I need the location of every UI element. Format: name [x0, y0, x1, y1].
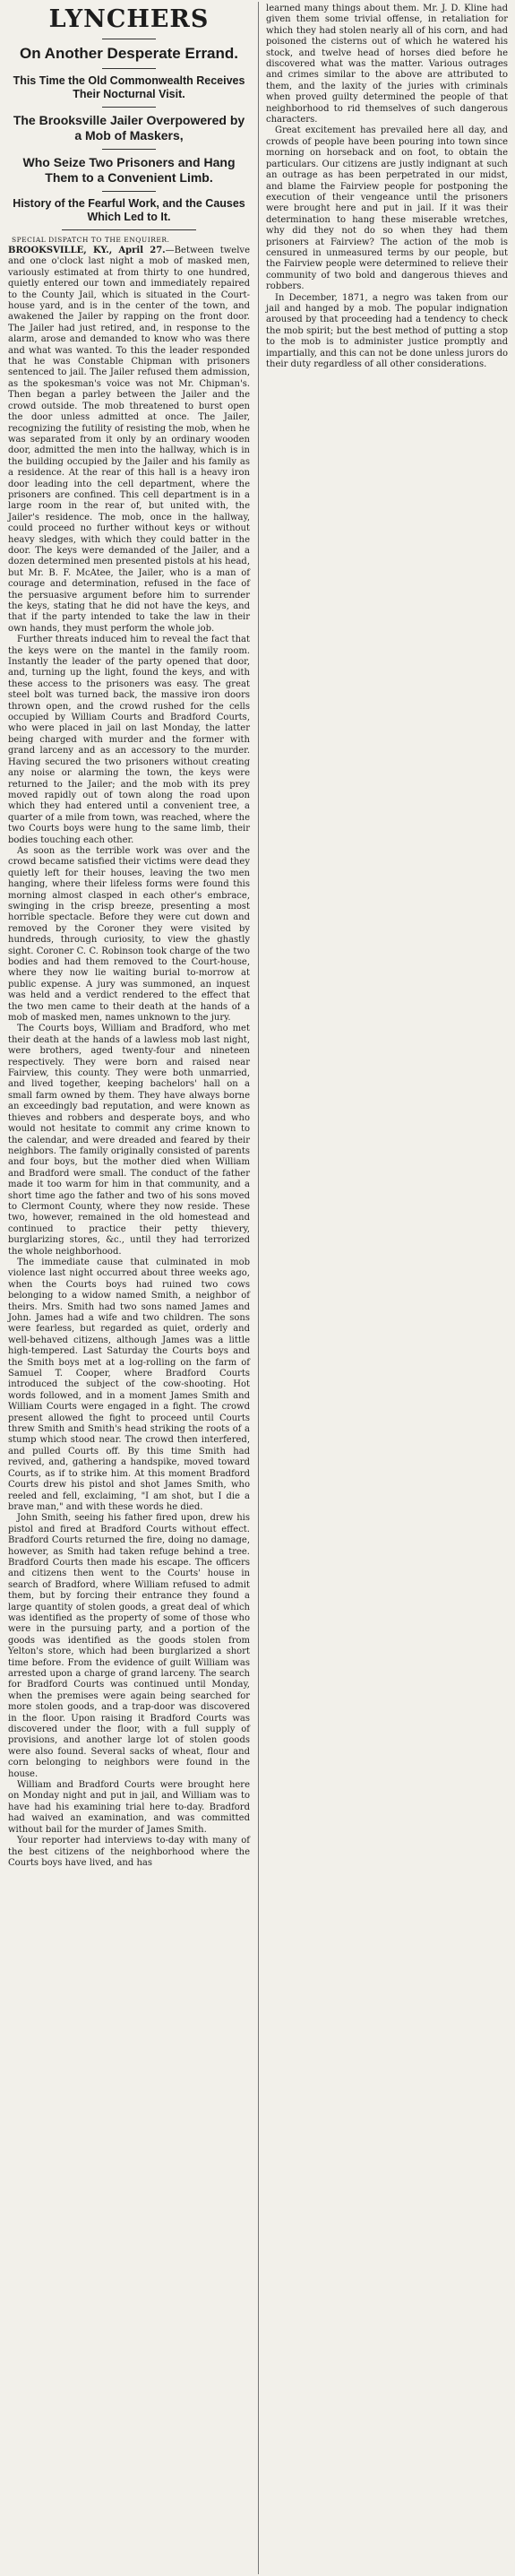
paragraph-text: —Between twelve and one o'clock last night a mob of masked men, variously estimated at from thirty to one hundred, quietly entered our town and immediately repaired to the County Jail, which is situated in the Court-house yard, and is in the center of the town, and awakened the Jailer by rapping on the front door. The Jailer had just retired, and, in response to the alarm, arose and demanded to know who was there and what was wanted. To this the leader responded that he was Constable Chipman with prisoners sentenced to jail. The Jailer refused them admission, as the spokesman's voice was not Mr. Chipman's. Then began a parley between the Jailer and the crowd outside. The mob threatened to burst open the door unless admitted at once. The Jailer, recognizing the futility of resisting the mob, when he was separated from it only by an ordinary wooden door, admitted the men into the hallway, which is in the building occupied by the Jailer and his family as a residence. At the rear of this hall is a heavy iron door leading into the cell department, where the prisoners are confined. This cell department is in a large room in the rear of, but united with, the Jailer's residence. The mob, once in the hallway, could proceed no further without keys or without heavy sledges, with which they could batter in the door. The keys were demanded of the Jailer, and a dozen determined men presented pistols at his head, but Mr. B. F. McAtee, the Jailer, who is a man of courage and determination, refused in the face of the persuasive argument before him to surrender the keys, stating that he did not have the keys, and that if the party intended to take the law in their own hands, they must perform the whole job. [8, 246, 251, 634]
article-paragraph: The Courts boys, William and Bradford, who met their death at the hands of a lawless mob last night, were brothers, aged twenty-four and nineteen respectively. They were born and raised near Fairview, this county. They were both unmarried, and lived together, keeping bachelors' hall on a small farm owned by them. They have always borne an exceedingly bad reputation, and were known as thieves and robbers and desperate boys, and who would not hesitate to commit any crime known to the calendar, and were dreaded and feared by their neighbors. The family originally consisted of parents and four boys, but the mother died when William and Bradford were small. The conduct of the father made it too warm for him in that community, and a short time ago the father and two of his sons moved to Clermont County, where they now reside. These two, however, remained in the old homestead and continued to practice their petty thievery, burglarizing stores, &c., until they had terrorized the whole neighborhood. [8, 1024, 250, 1257]
column-divider [258, 2, 259, 2574]
article-paragraph: As soon as the terrible work was over and the crowd became satisfied their victims were dead they quietly left for their houses, leaving the two men hanging, where their lifeless forms were found this morning almost clasped in each other's embrace, swinging in the crisp breeze, presenting a most horrible spectacle. Before they were cut down and removed by the Coroner they were visited by hundreds, through curiosity, to view the ghastly sight. Coroner C. C. Robinson took charge of the two bodies and had them removed to the Court-house, where they now lie waiting burial to-morrow at public expense. A jury was summoned, an inquest was held and a verdict rendered to the effect that the two men came to their death at the hands of a mob of masked men, names unknown to the jury. [8, 845, 250, 1024]
left-column [3, 0, 255, 1869]
article-paragraph: learned many things about them. Mr. J. D. Kline had given them some trivial offense, in retaliation for which they had stolen nearly all of his corn, and had poisoned the cisterns out of which he watered his stock, and twelve head of horses died before he discovered what was the matter. Various outrages and crimes similar to the above are attributed to them, and the laxity of the juries with criminals when proved guilty determined the people of that neighborhood to rid themselves of such dangerous characters. [266, 4, 508, 125]
deck-5: History of the Fearful Work, and the Causes Which Led to It. [13, 197, 245, 223]
headline: LYNCHERS [48, 5, 210, 33]
article-paragraph: William and Bradford Courts were brought here on Monday night and put in jail, and William was to have had his examining trial here to-day. Bradford had waived an examination, and was committed without bail for the murder of James Smith. [8, 1780, 250, 1835]
article-paragraph: Further threats induced him to reveal the fact that the keys were on the mantel in the family room. Instantly the leader of the party opened that door, and, turning up the light, found the keys, and with these access to the prisoners was easy. The great steel bolt was turned back, the massive iron doors thrown open, and the crowd rushed for the cells occupied by William Courts and Bradford Courts, who were placed in jail on last Monday, the latter being charged with murder and the former with grand larceny and as an accessory to the murder. Having secured the two prisoners without creating any noise or alarming the town, the keys were returned to the Jailer; and the mob with its prey moved rapidly out of town along the road upon which they had entered until a convenient tree, a quarter of a mile from town, was reached, where the two Courts boys were hung to the same limb, their bodies touching each other. [8, 635, 250, 845]
deck-4: Who Seize Two Prisoners and Hang Them to a Convenient Limb. [22, 155, 236, 185]
article-body-right [266, 4, 508, 370]
deck-rule-3 [102, 149, 156, 150]
article-body-left [8, 246, 250, 1869]
article-paragraph: In December, 1871, a negro was taken from our jail and hanged by a mob. The popular indignation aroused by that proceeding had a tendency to check the mob spirit; but the best method of putting a stop to the mob is to administer justice promptly and impartially, and this can not be done unless jurors do their duty regardless of all other considerations. [266, 292, 508, 369]
deck-rule-1 [102, 68, 156, 69]
article-paragraph [8, 246, 250, 635]
deck-3: The Brooksville Jailer Overpowered by a Mob of Maskers, [13, 113, 245, 143]
deck-rule-2 [102, 107, 156, 108]
right-column [261, 0, 513, 370]
deck-rule-5 [62, 229, 196, 230]
article-paragraph: Great excitement has prevailed here all day, and crowds of people have been pouring into town since morning on horseback and on foot, to obtain the particulars. Our citizens are justly indignant at such an outrage as has been perpetrated in our midst, and blame the Fairview people for postponing the execution of their vengeance until the prisoners were brought here and put in jail. If it was their determination to hang these miserable wretches, why did they not do so when they had them prisoners at Fairview? The action of the mob is censured in unmeasured terms by our people, but the Fairview people were determined to relieve their community of two bold and dangerous thieves and robbers. [266, 125, 508, 292]
deck-rule-4 [102, 191, 156, 192]
article-paragraph: The immediate cause that culminated in mob violence last night occurred about three weeks ago, when the Courts boys had ruined two cows belonging to a widow named Smith, a neighbor of theirs. Mrs. Smith had two sons named James and John. James had a wife and two children. The sons were fearless, but regarded as quiet, orderly and well-behaved citizens, although James was a little high-tempered. Last Saturday the Courts boys and the Smith boys met at a log-rolling on the farm of Samuel T. Cooper, where Bradford Courts introduced the subject of the cow-shooting. Hot words followed, and in a moment James Smith and William Courts were engaged in a fight. The crowd present allowed the fight to proceed until Courts threw Smith and Smith's head striking the roots of a stump which stood near. The crowd then interfered, and pulled Courts off. By this time Smith had revived, and, gathering a handspike, moved toward Courts, as if to strike him. At this moment Bradford Courts drew his pistol and shot James Smith, who reeled and fell, exclaiming, "I am shot, but I die a brave man," and with these words he died. [8, 1257, 250, 1512]
dateline: BROOKSVILLE, KY., April 27. [8, 246, 166, 255]
article-paragraph: John Smith, seeing his father fired upon, drew his pistol and fired at Bradford Courts without effect. Bradford Courts returned the fire, doing no damage, however, as Smith had taken refuge behind a tree. Bradford Courts then made his escape. The officers and citizens then went to the Courts' house in search of Bradford, where William refused to admit them, but by forcing their entrance they found a large quantity of stolen goods, a great deal of which was identified as the property of some of those who were in the pursuing party, and a portion of the goods was identified as the goods stolen from Yelton's store, which had been burglarized a short time before. From the evidence of guilt William was arrested upon a charge of grand larceny. The search for Bradford Courts was continued until Monday, when the premises were again being searched for more stolen goods, and a trap-door was discovered in the floor. Upon raising it Bradford Courts was discovered under the floor, with a full supply of provisions, and another large lot of stolen goods were also found. Several sacks of wheat, flour and corn belonging to neighbors were found in the house. [8, 1513, 250, 1779]
dispatch-line: SPECIAL DISPATCH TO THE ENQUIRER. [12, 236, 170, 244]
deck-2: This Time the Old Commonwealth Receives Their Nocturnal Visit. [13, 74, 245, 100]
article-paragraph: Your reporter had interviews to-day with many of the best citizens of the neighborhood where the Courts boys have lived, and has [8, 1836, 250, 1868]
deck-1: On Another Desperate Errand. [19, 45, 239, 62]
